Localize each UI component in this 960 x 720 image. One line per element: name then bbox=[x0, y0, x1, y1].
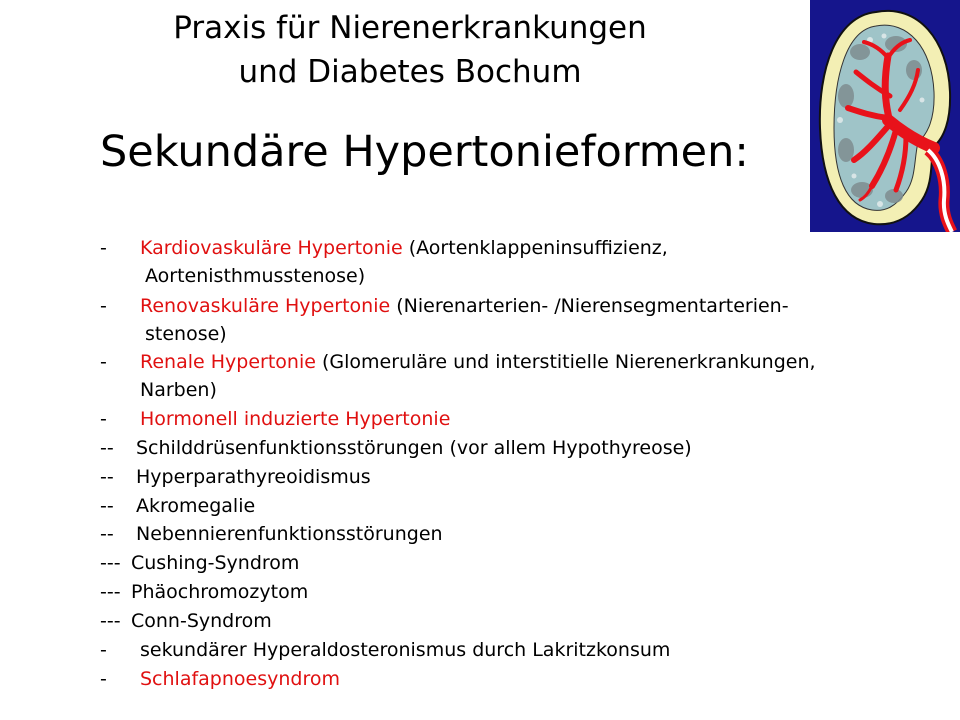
kidney-illustration-icon bbox=[810, 0, 960, 232]
list-bullet: - bbox=[100, 639, 107, 661]
list-item-continuation bbox=[140, 376, 217, 404]
list-item-cushing bbox=[100, 549, 299, 577]
list-item-text: Akromegalie bbox=[136, 495, 256, 517]
list-item-text: Conn-Syndrom bbox=[131, 610, 272, 632]
list-item-highlight: Schlafapnoesyndrom bbox=[140, 668, 340, 690]
list-bullet: - bbox=[100, 237, 107, 259]
list-bullet: - bbox=[100, 408, 107, 430]
list-bullet: - bbox=[100, 351, 107, 373]
list-item-text: (Glomeruläre und interstitielle Nierenerkrankungen, bbox=[315, 351, 816, 373]
list-item-text: sekundärer Hyperaldosteronismus durch Lakritzkonsum bbox=[140, 639, 671, 661]
list-bullet: --- bbox=[100, 552, 121, 574]
list-bullet: - bbox=[100, 668, 107, 690]
list-bullet: -- bbox=[100, 495, 114, 517]
list-item-renovascular bbox=[100, 292, 789, 320]
list-item-text: Phäochromozytom bbox=[131, 581, 309, 603]
practice-name-line1: Praxis für Nierenerkrankungen bbox=[173, 10, 647, 46]
practice-name-line2: und Diabetes Bochum bbox=[238, 54, 582, 90]
list-item-highlight: Kardiovaskuläre Hypertonie bbox=[140, 237, 403, 259]
list-item-hyperparathyroidism bbox=[100, 463, 371, 491]
list-item-adrenal bbox=[100, 520, 443, 548]
list-item-text: Nebennierenfunktionsstörungen bbox=[136, 523, 443, 545]
list-bullet: -- bbox=[100, 523, 114, 545]
list-item-conn bbox=[100, 607, 272, 635]
list-item-text: Aortenisthmusstenose) bbox=[145, 265, 366, 287]
list-item-text: Hyperparathyreoidismus bbox=[136, 466, 371, 488]
list-item-text: (Aortenklappeninsuffizienz, bbox=[402, 237, 668, 259]
list-item-licorice bbox=[100, 636, 670, 664]
list-bullet: -- bbox=[100, 437, 114, 459]
list-item-pheochromocytoma bbox=[100, 578, 308, 606]
list-item-text: (Nierenarterien- /Nierensegmentarterien- bbox=[390, 295, 789, 317]
list-item-acromegaly bbox=[100, 492, 255, 520]
list-item-thyroid bbox=[100, 434, 692, 462]
list-item-sleep-apnea bbox=[100, 665, 340, 693]
list-item-text: Schilddrüsenfunktionsstörungen (vor allem Hypothyreose) bbox=[136, 437, 692, 459]
list-item-text: Cushing-Syndrom bbox=[131, 552, 300, 574]
list-item-renal bbox=[100, 348, 816, 376]
list-item-highlight: Hormonell induzierte Hypertonie bbox=[140, 408, 451, 430]
list-bullet: - bbox=[100, 295, 107, 317]
list-item-text: stenose) bbox=[145, 323, 227, 345]
list-item-continuation bbox=[145, 320, 227, 348]
list-item-continuation bbox=[145, 262, 365, 290]
slide-title: Sekundäre Hypertonieformen: bbox=[100, 127, 749, 177]
list-bullet: --- bbox=[100, 610, 121, 632]
list-item-highlight: Renale Hypertonie bbox=[140, 351, 316, 373]
list-item-cardiovascular bbox=[100, 234, 668, 262]
list-item-hormonal bbox=[100, 405, 450, 433]
list-item-text: Narben) bbox=[140, 379, 217, 401]
list-bullet: -- bbox=[100, 466, 114, 488]
list-bullet: --- bbox=[100, 581, 121, 603]
list-item-highlight: Renovaskuläre Hypertonie bbox=[140, 295, 391, 317]
